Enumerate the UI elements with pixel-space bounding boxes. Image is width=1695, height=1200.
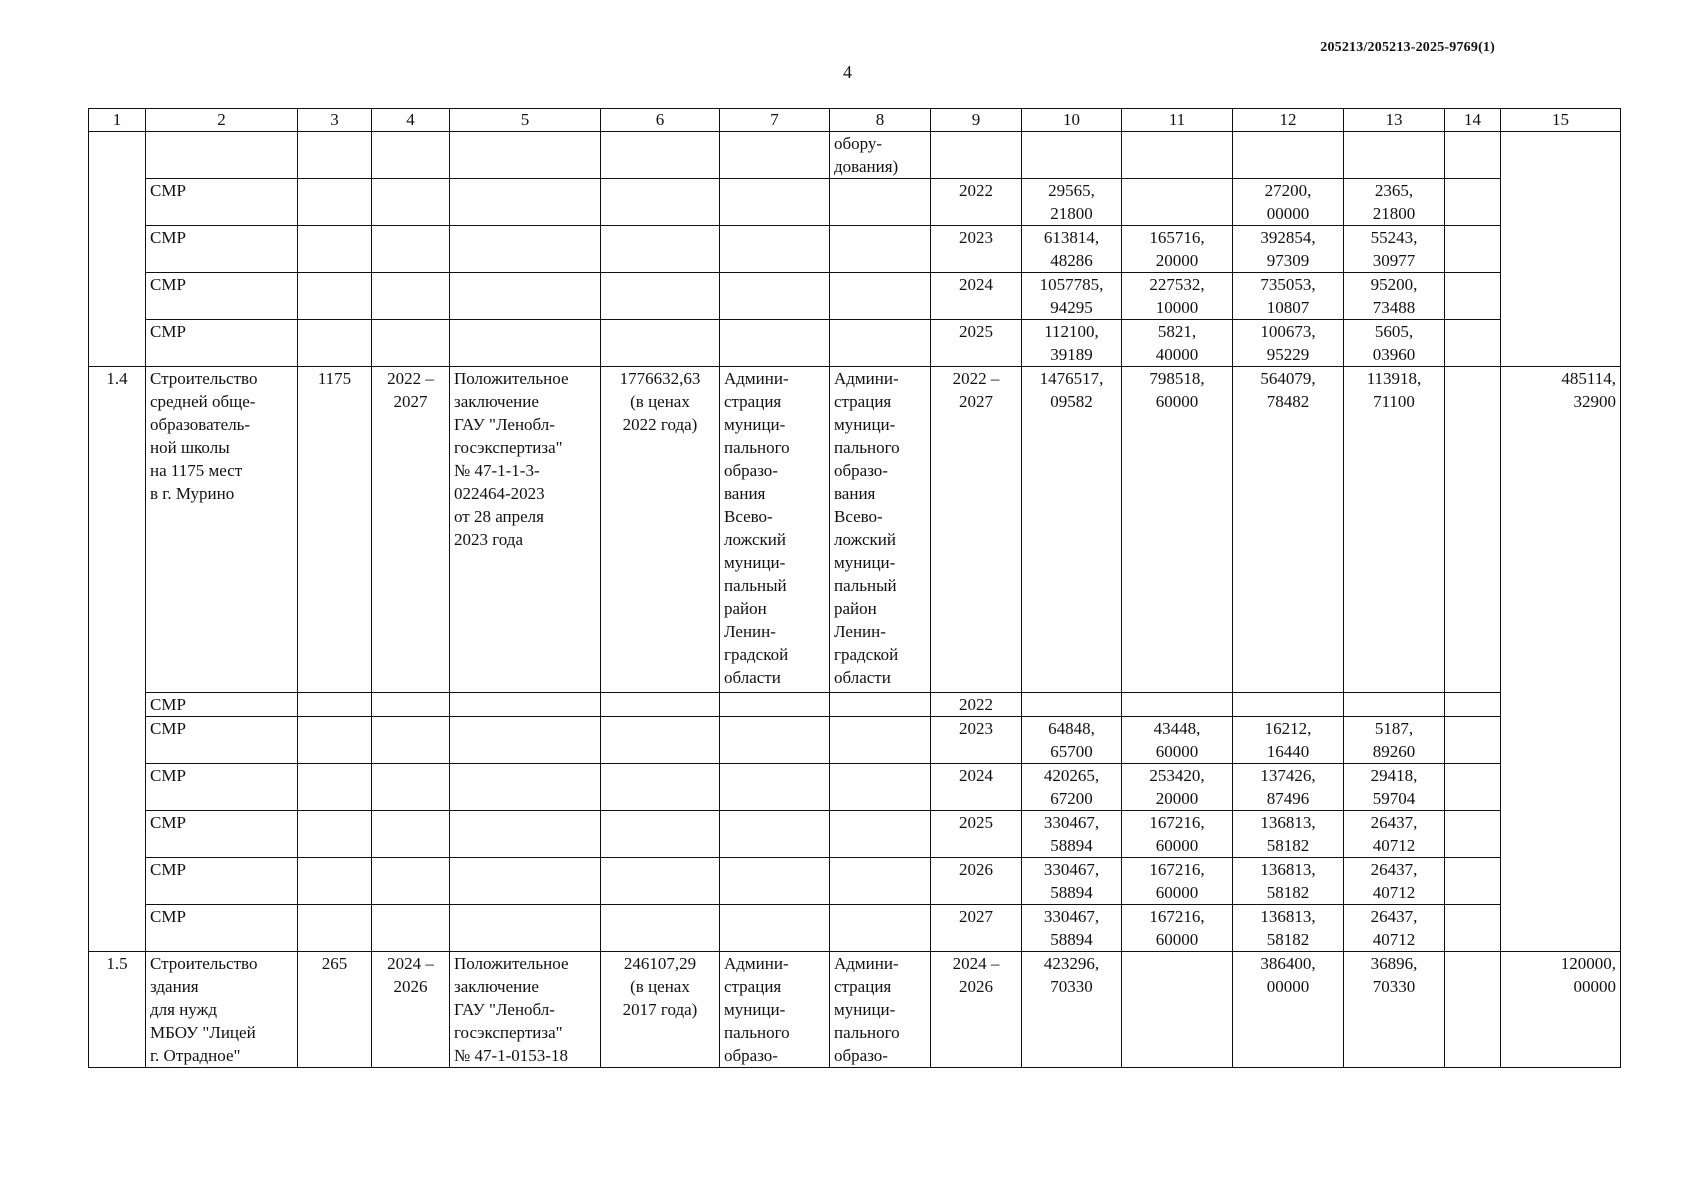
cell: 227532, 10000 (1122, 273, 1233, 320)
cell: 1476517, 09582 (1022, 367, 1122, 693)
cell: 29418, 59704 (1344, 764, 1445, 811)
cell (1445, 811, 1501, 858)
cell (450, 717, 601, 764)
item-number: 1.5 (89, 952, 146, 1068)
cell (1344, 693, 1445, 717)
table-row (89, 858, 1621, 905)
cell: 564079, 78482 (1233, 367, 1344, 693)
cell: 386400, 00000 (1233, 952, 1344, 1068)
cell (298, 764, 372, 811)
cell: 112100, 39189 (1022, 320, 1122, 367)
cell: Положительное заключение ГАУ "Ленобл- госэкспертиза" № 47-1-0153-18 (450, 952, 601, 1068)
cell: 64848, 65700 (1022, 717, 1122, 764)
cell (830, 905, 931, 952)
cell (1501, 132, 1621, 367)
table-row (89, 179, 1621, 226)
cell (1445, 717, 1501, 764)
col-header: 7 (720, 109, 830, 132)
cell: 167216, 60000 (1122, 905, 1233, 952)
cell: СМР (146, 179, 298, 226)
cell: 2022 (931, 693, 1022, 717)
cell (298, 226, 372, 273)
col-header: 3 (298, 109, 372, 132)
cell: 253420, 20000 (1122, 764, 1233, 811)
cell: Админи- страция муници- пального образо- вания Всево- ложский муници- пальный район Ленин- градской области (720, 367, 830, 693)
cell: 2022 – 2027 (372, 367, 450, 693)
cell (601, 764, 720, 811)
cell: 1175 (298, 367, 372, 693)
cell: 26437, 40712 (1344, 858, 1445, 905)
col-header: 9 (931, 109, 1022, 132)
cell (1445, 320, 1501, 367)
cell: 136813, 58182 (1233, 858, 1344, 905)
cell (720, 179, 830, 226)
cell (298, 811, 372, 858)
cell (601, 320, 720, 367)
cell (1233, 132, 1344, 179)
cell: СМР (146, 226, 298, 273)
cell (372, 273, 450, 320)
cell (720, 132, 830, 179)
cell (720, 905, 830, 952)
cell (1445, 764, 1501, 811)
cell (298, 858, 372, 905)
cell: 798518, 60000 (1122, 367, 1233, 693)
cell: 2365, 21800 (1344, 179, 1445, 226)
cell: 2024 (931, 764, 1022, 811)
cell: СМР (146, 320, 298, 367)
cell (372, 132, 450, 179)
cell (720, 226, 830, 273)
cell: 55243, 30977 (1344, 226, 1445, 273)
cell: 2023 (931, 226, 1022, 273)
cell: 136813, 58182 (1233, 905, 1344, 952)
table-row (89, 717, 1621, 764)
cell: 735053, 10807 (1233, 273, 1344, 320)
cell: 36896, 70330 (1344, 952, 1445, 1068)
table-row (89, 226, 1621, 273)
cell (1445, 132, 1501, 179)
cell: 1776632,63 (в ценах 2022 года) (601, 367, 720, 693)
table-row (89, 132, 1621, 179)
cell (146, 132, 298, 179)
cell (1445, 179, 1501, 226)
cell: 113918, 71100 (1344, 367, 1445, 693)
cell: Админи- страция муници- пального образо- (720, 952, 830, 1068)
col-header: 4 (372, 109, 450, 132)
cell (1445, 367, 1501, 693)
cell (1122, 952, 1233, 1068)
table-row (89, 764, 1621, 811)
cell: 2026 (931, 858, 1022, 905)
cell: 167216, 60000 (1122, 811, 1233, 858)
header-row (89, 109, 1621, 132)
cell (830, 858, 931, 905)
cell (830, 717, 931, 764)
cell (1445, 693, 1501, 717)
cell (372, 179, 450, 226)
cell: 120000, 00000 (1501, 952, 1621, 1068)
cell (450, 693, 601, 717)
cell (601, 693, 720, 717)
cell (450, 811, 601, 858)
cell (450, 905, 601, 952)
cell (720, 273, 830, 320)
item-title: Строительство здания для нужд МБОУ "Лицей г. Отрадное" (146, 952, 298, 1068)
cell (450, 273, 601, 320)
col-header: 5 (450, 109, 601, 132)
cell (1022, 693, 1122, 717)
cell (601, 179, 720, 226)
item-title: Строительство средней обще- образователь- ной школы на 1175 мест в г. Мурино (146, 367, 298, 693)
cell: 29565, 21800 (1022, 179, 1122, 226)
cell (298, 693, 372, 717)
cell (298, 320, 372, 367)
cell: 330467, 58894 (1022, 811, 1122, 858)
cell (450, 858, 601, 905)
item-number: 1.4 (89, 367, 146, 952)
cell (830, 273, 931, 320)
col-header: 12 (1233, 109, 1344, 132)
cell: 16212, 16440 (1233, 717, 1344, 764)
cell (1445, 905, 1501, 952)
table-row (89, 952, 1621, 1068)
cell: Админи- страция муници- пального образо- вания Всево- ложский муници- пальный район Ленин- градской области (830, 367, 931, 693)
cell: 2023 (931, 717, 1022, 764)
cell (298, 717, 372, 764)
cell: 2024 – 2026 (372, 952, 450, 1068)
cell (601, 811, 720, 858)
cell (372, 320, 450, 367)
cell (298, 179, 372, 226)
cell (1233, 693, 1344, 717)
cell (720, 320, 830, 367)
col-header: 13 (1344, 109, 1445, 132)
cell: 26437, 40712 (1344, 811, 1445, 858)
table-row (89, 273, 1621, 320)
cell (89, 132, 146, 367)
cell (830, 320, 931, 367)
cell: 5187, 89260 (1344, 717, 1445, 764)
cell (450, 132, 601, 179)
cell (720, 764, 830, 811)
cell: 2025 (931, 811, 1022, 858)
cell: 2027 (931, 905, 1022, 952)
cell (1122, 179, 1233, 226)
cell: 1057785, 94295 (1022, 273, 1122, 320)
col-header: 10 (1022, 109, 1122, 132)
cell (450, 320, 601, 367)
cell (372, 764, 450, 811)
cell (720, 858, 830, 905)
cell (830, 226, 931, 273)
cell: 265 (298, 952, 372, 1068)
cell: СМР (146, 764, 298, 811)
cell (1122, 132, 1233, 179)
cell (372, 905, 450, 952)
cell: 5605, 03960 (1344, 320, 1445, 367)
cell (830, 693, 931, 717)
cell: 2024 – 2026 (931, 952, 1022, 1068)
table-row (89, 320, 1621, 367)
cell: 27200, 00000 (1233, 179, 1344, 226)
cell: 2024 (931, 273, 1022, 320)
cell: 165716, 20000 (1122, 226, 1233, 273)
cell: 330467, 58894 (1022, 858, 1122, 905)
cell: 5821, 40000 (1122, 320, 1233, 367)
cell (720, 717, 830, 764)
cell (720, 811, 830, 858)
budget-table (88, 108, 1621, 1068)
cell (1122, 693, 1233, 717)
cell (830, 764, 931, 811)
table-row (89, 811, 1621, 858)
col-header: 1 (89, 109, 146, 132)
cell: 136813, 58182 (1233, 811, 1344, 858)
col-header: 15 (1501, 109, 1621, 132)
cell: 2022 – 2027 (931, 367, 1022, 693)
cell (372, 858, 450, 905)
cell (1445, 226, 1501, 273)
cell: Положительное заключение ГАУ "Ленобл- госэкспертиза" № 47-1-1-3- 022464-2023 от 28 апреля 2023 года (450, 367, 601, 693)
cell: 420265, 67200 (1022, 764, 1122, 811)
cell (372, 693, 450, 717)
cell: 392854, 97309 (1233, 226, 1344, 273)
cell (298, 273, 372, 320)
cell (931, 132, 1022, 179)
col-header: 11 (1122, 109, 1233, 132)
cell: 2025 (931, 320, 1022, 367)
cell: обору- дования) (830, 132, 931, 179)
cell: СМР (146, 717, 298, 764)
table-row (89, 367, 1621, 693)
cell (1344, 132, 1445, 179)
cell: 26437, 40712 (1344, 905, 1445, 952)
cell: СМР (146, 811, 298, 858)
cell (720, 693, 830, 717)
cell: СМР (146, 273, 298, 320)
cell: 2022 (931, 179, 1022, 226)
cell: 137426, 87496 (1233, 764, 1344, 811)
col-header: 8 (830, 109, 931, 132)
cell (372, 717, 450, 764)
page-number: 4 (843, 62, 852, 82)
col-header: 14 (1445, 109, 1501, 132)
cell (1022, 132, 1122, 179)
table-row (89, 905, 1621, 952)
cell: 246107,29 (в ценах 2017 года) (601, 952, 720, 1068)
cell: СМР (146, 693, 298, 717)
col-header: 6 (601, 109, 720, 132)
cell (298, 132, 372, 179)
cell (601, 858, 720, 905)
cell (450, 764, 601, 811)
cell (372, 811, 450, 858)
cell (1445, 952, 1501, 1068)
col-header: 2 (146, 109, 298, 132)
cell: 95200, 73488 (1344, 273, 1445, 320)
cell (298, 905, 372, 952)
cell: СМР (146, 858, 298, 905)
cell: 43448, 60000 (1122, 717, 1233, 764)
cell: 613814, 48286 (1022, 226, 1122, 273)
cell (372, 226, 450, 273)
cell (830, 179, 931, 226)
cell: СМР (146, 905, 298, 952)
cell (450, 226, 601, 273)
cell (1445, 273, 1501, 320)
cell: 485114, 32900 (1501, 367, 1621, 952)
cell: 100673, 95229 (1233, 320, 1344, 367)
cell: Админи- страция муници- пального образо- (830, 952, 931, 1068)
table-row (89, 693, 1621, 717)
cell (601, 717, 720, 764)
document-id: 205213/205213-2025-9769(1) (1320, 40, 1495, 55)
cell: 423296, 70330 (1022, 952, 1122, 1068)
cell: 167216, 60000 (1122, 858, 1233, 905)
cell (601, 226, 720, 273)
cell (601, 905, 720, 952)
cell (601, 132, 720, 179)
cell (601, 273, 720, 320)
cell (830, 811, 931, 858)
cell (1445, 858, 1501, 905)
cell (450, 179, 601, 226)
cell: 330467, 58894 (1022, 905, 1122, 952)
